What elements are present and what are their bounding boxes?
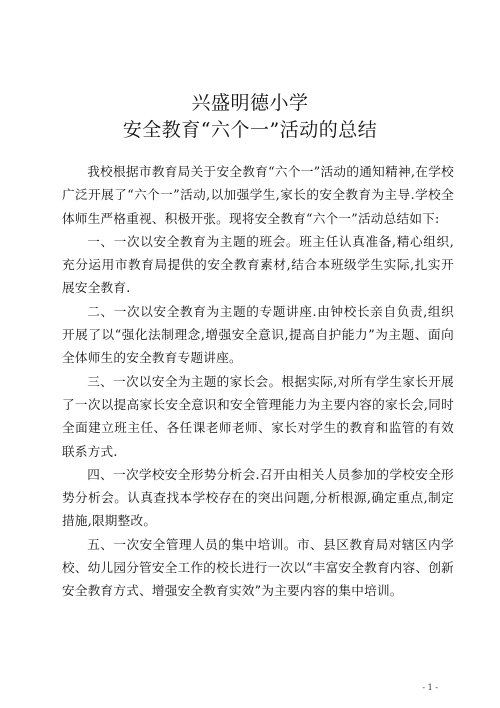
paragraph-lecture: 二、一次以安全教育为主题的专题讲座.由钟校长亲自负责,组织开展了以“强化法制理念,增强安全意识,提高自护能力”为主题、面向全体师生的安全教育专题讲座。 (62, 303, 454, 366)
paragraph-class-meeting: 一、一次以安全教育为主题的班会。班主任认真准备,精心组织,充分运用市教育局提供的安全教育素材,结合本班级学生实际,扎实开展安全教育. (62, 233, 454, 296)
page-number: - 1 - (422, 683, 438, 692)
paragraph-analysis-meeting: 四、一次学校安全形势分析会.召开由相关人员参加的学校安全形势分析会。认真查找本学校存在的突出问题,分析根源,确定重点,制定措施,限期整改。 (62, 466, 454, 529)
document-subtitle: 安全教育“六个一”活动的总结 (122, 119, 378, 141)
paragraph-intro: 我校根据市教育局关于安全教育“六个一”活动的通知精神,在学校广泛开展了“六个一”活动,以加强学生,家长的安全教育为主导.学校全体师生严格重视、积极开张。现将安全教育“六个一”活动总结如下: (62, 164, 454, 226)
paragraph-training: 五、一次安全管理人员的集中培训。市、县区教育局对辖区内学校、幼儿园分管安全工作的校长进行一次以“丰富安全教育内容、创新安全教育方式、增强安全教育实效”为主要内容的集中培训。 (62, 536, 455, 599)
document-title: 兴盛明德小学 (191, 92, 309, 114)
paragraph-parent-meeting: 三、一次以安全为主题的家长会。根据实际,对所有学生家长开展了一次以提高家长安全意识和安全管理能力为主要内容的家长会,同时全面建立班主任、各任课老师老师、家长对学生的教育和监管的有效联系方式. (62, 373, 454, 459)
document-body (62, 160, 454, 603)
